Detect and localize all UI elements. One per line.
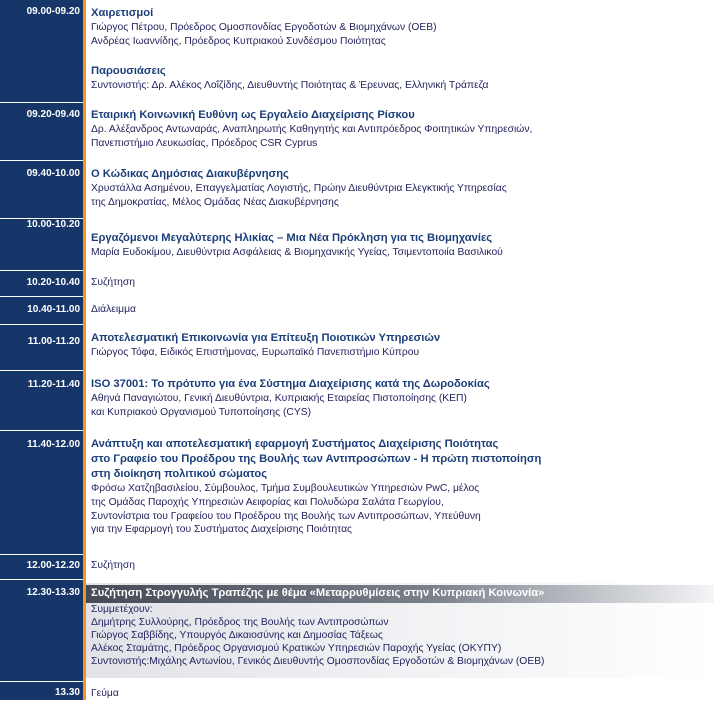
speaker-line: Χρυστάλλα Ασημένου, Επαγγελματίας Λογιστής, Πρώην Διευθύντρια Ελεγκτικής Υπηρεσίας <box>91 183 507 194</box>
roundtable-title-bar <box>86 585 714 603</box>
session-time: 13.30 <box>54 687 80 698</box>
speaker-line: Μαρία Ευδοκίμου, Διευθύντρια Ασφάλειας & Βιομηχανικής Υγείας, Τσιμεντοποιία Βασιλικού <box>91 247 503 258</box>
session-title: Εταιρική Κοινωνική Ευθύνη ως Εργαλείο Διαχείρισης Ρίσκου <box>91 109 415 121</box>
session-plain-label: Διάλειμμα <box>91 304 136 315</box>
separator <box>0 324 83 325</box>
session-title: Ο Κώδικας Δημόσιας Διακυβέρνησης <box>91 168 289 180</box>
session-time: 09.20-09.40 <box>26 109 80 120</box>
roundtable-participants <box>91 603 711 668</box>
speaker-line: Συντονίστρια του Γραφείου του Προέδρου της Βουλής των Αντιπροσώπων, Υπεύθυνη <box>91 510 481 522</box>
session-title-line: Ανάπτυξη και αποτελεσματική εφαρμογή Συστήματος Διαχείρισης Ποιότητας <box>91 438 499 450</box>
speaker-line: της Ομάδας Παροχής Υπηρεσιών Αειφορίας και Πολυδώρα Σαλάτα Γεωργίου, <box>91 496 444 508</box>
separator <box>0 681 83 682</box>
roundtable-title: Συζήτηση Στρογγυλής Τραπέζης με θέμα «Μεταρρυθμίσεις στην Κυπριακή Κοινωνία» <box>91 587 545 599</box>
separator <box>0 296 83 297</box>
session-time: 09.40-10.00 <box>26 168 80 179</box>
session-plain-label: Συζήτηση <box>91 277 135 288</box>
session-time: 12.00-12.20 <box>26 560 80 571</box>
session-plain-label: Συζήτηση <box>91 560 135 571</box>
session-plain-label: Γεύμα <box>91 688 119 699</box>
session-title-line: στο Γραφείο του Προέδρου της Βουλής των Αντιπροσώπων - Η πρώτη πιστοποίηση <box>91 453 542 465</box>
separator <box>0 430 83 431</box>
speaker-line: Γιώργος Τόφα, Ειδικός Επιστήμονας, Ευρωπαϊκό Πανεπιστήμιο Κύπρου <box>91 347 420 358</box>
speaker-line: Φρόσω Χατζηβασιλείου, Σύμβουλος, Τμήμα Συμβουλευτικών Υπηρεσιών PwC, μέλος <box>91 483 480 494</box>
session-time: 12.30-13.30 <box>26 587 80 598</box>
session-title-line: στη διοίκηση πολιτικού σώματος <box>91 468 268 480</box>
speaker-line: της Δημοκρατίας, Μέλος Ομάδας Νέας Διακυβέρνησης <box>91 196 339 208</box>
speaker-line: Γιώργος Πέτρου, Πρόεδρος Ομοσπονδίας Εργοδοτών & Βιομηχάνων (ΟΕΒ) <box>91 22 437 33</box>
session-time: 10.40-11.00 <box>27 304 80 315</box>
session-title: Χαιρετισμοί <box>91 7 154 19</box>
separator <box>0 579 83 580</box>
session-title: Παρουσιάσεις <box>91 65 166 77</box>
session-time: 11.00-11.20 <box>27 336 80 347</box>
session-title: Αποτελεσματική Επικοινωνία για Επίτευξη Ποιοτικών Υπηρεσιών <box>91 332 441 344</box>
session-time: 11.40-12.00 <box>27 439 80 450</box>
speaker-line: Αθηνά Παναγιώτου, Γενική Διευθύντρια, Κυπριακής Εταιρείας Πιστοποίησης (ΚΕΠ) <box>91 393 467 404</box>
separator <box>0 102 83 103</box>
session-title: ISO 37001: Το πρότυπο για ένα Σύστημα Διαχείρισης κατά της Δωροδοκίας <box>91 378 490 390</box>
session-title: Εργαζόμενοι Μεγαλύτερης Ηλικίας – Μια Νέα Πρόκληση για τις Βιομηχανίες <box>91 232 493 244</box>
separator <box>0 160 83 161</box>
session-time: 10.00-10.20 <box>26 219 80 230</box>
speaker-line: για την Εφαρμογή του Συστήματος Διαχείρισης Ποιότητας <box>91 524 352 536</box>
participant-line: Γιώργος Σαββίδης, Υπουργός Δικαιοσύνης και Δημοσίας Τάξεως <box>91 630 383 641</box>
participant-line: Δημήτρης Συλλούρης, Πρόεδρος της Βουλής των Αντιπροσώπων <box>91 617 389 628</box>
separator <box>0 370 83 371</box>
separator <box>0 270 83 271</box>
participant-line: Αλέκος Σταμάτης, Πρόεδρος Οργανισμού Κρατικών Υπηρεσιών Παροχής Υγείας (ΟΚΥΠΥ) <box>91 643 502 654</box>
moderator-line: Συντονιστής:Μιχάλης Αντωνίου, Γενικός Διευθυντής Ομοσπονδίας Εργοδοτών & Βιομηχάνων (ΟΕΒ) <box>91 656 545 667</box>
speaker-line: Πανεπιστήμιο Λευκωσίας, Πρόεδρος CSR Cyprus <box>91 137 318 149</box>
moderator-line: Συντονιστής: Δρ. Αλέκος Λοΐζίδης, Διευθυντής Ποιότητας & Έρευνας, Ελληνική Τράπεζα <box>91 80 489 91</box>
speaker-line: Δρ. Αλέξανδρος Αντωναράς, Αναπληρωτής Καθηγητής και Αντιπρόεδρος Φοιτητικών Υπηρεσιών, <box>91 124 533 135</box>
participants-label: Συμμετέχουν: <box>91 604 153 615</box>
speaker-line: και Κυπριακού Οργανισμού Τυποποίησης (CYS) <box>91 406 311 418</box>
session-time: 11.20-11.40 <box>27 379 80 390</box>
session-time: 10.20-10.40 <box>26 277 80 288</box>
speaker-line: Ανδρέας Ιωαννίδης, Πρόεδρος Κυπριακού Συνδέσμου Ποιότητας <box>91 35 386 47</box>
session-time: 09.00-09.20 <box>26 6 80 17</box>
separator <box>0 554 83 555</box>
